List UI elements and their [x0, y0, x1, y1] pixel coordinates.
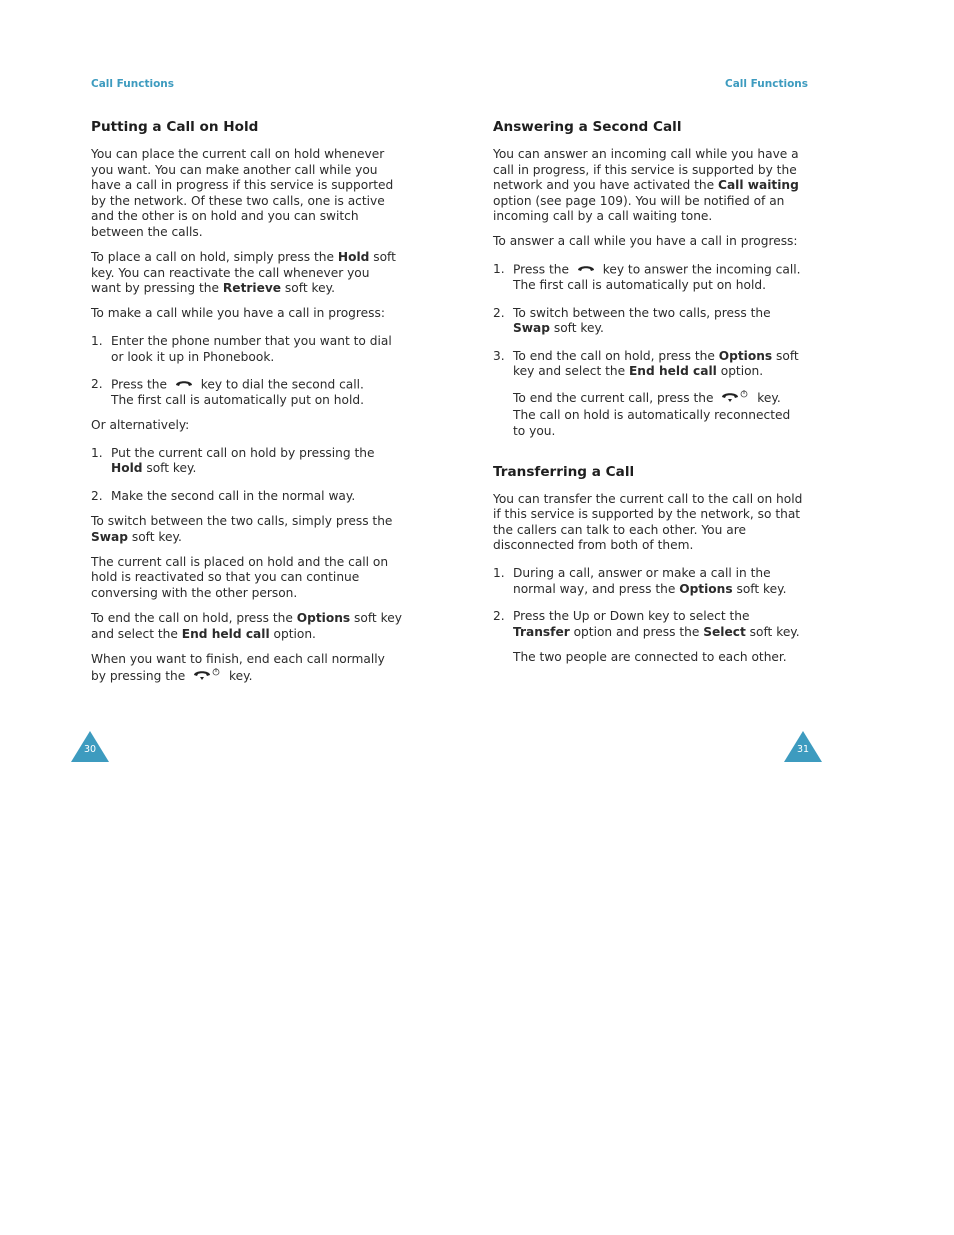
steps-list: [493, 262, 805, 380]
paragraph: When you want to finish, end each call normally by pressing the key.: [91, 652, 403, 686]
paragraph: You can answer an incoming call while you have a call in progress, if this service is supported by the network and you have activated the Call waiting option (see page 109). You will be notified of an incoming call by a call waiting tone.: [493, 147, 799, 224]
end-key-icon: [721, 389, 749, 408]
right-column: [493, 118, 805, 675]
list-item: 2. Press the Up or Down key to select the Transfer option and press the Select soft key.: [493, 609, 800, 639]
paragraph: To end the current call, press the key. The call on hold is automatically reconnected to you.: [513, 391, 791, 438]
paragraph: The current call is placed on hold and the call on hold is reactivated so that you can continue conversing with the other person.: [91, 554, 389, 600]
steps-list: [91, 334, 403, 409]
paragraph: The two people are connected to each other.: [513, 649, 787, 664]
send-key-icon: [577, 262, 595, 278]
list-item: 1. During a call, answer or make a call in the normal way, and press the Options soft key.: [493, 566, 787, 596]
paragraph: To answer a call while you have a call in progress:: [493, 234, 798, 249]
left-column: [91, 118, 403, 695]
paragraph: To switch between the two calls, simply press the Swap soft key.: [91, 513, 393, 544]
running-header-right: Call Functions: [725, 78, 809, 90]
paragraph: To place a call on hold, simply press the Hold soft key. You can reactivate the call whenever you want by pressing the Retrieve soft key.: [91, 250, 396, 296]
list-item: 1. Put the current call on hold by pressing the Hold soft key.: [91, 445, 375, 476]
paragraph: To make a call while you have a call in progress:: [91, 306, 385, 321]
running-header-left: Call Functions: [91, 78, 175, 90]
page-number-left: 30: [71, 731, 109, 762]
list-item: 1. Enter the phone number that you want to dial or look it up in Phonebook.: [91, 333, 392, 364]
section-title-answering: Answering a Second Call: [493, 119, 682, 135]
section-title-transferring: Transferring a Call: [493, 463, 635, 480]
paragraph: You can place the current call on hold whenever you want. You can make another call while you have a call in progress if this service is supported by the network. Of these two calls, one is active and the other is on hold and you can switch between the calls.: [91, 147, 394, 239]
list-item: 2. To switch between the two calls, press the Swap soft key.: [493, 305, 771, 336]
list-item: 1. Press the key to answer the incoming call. The first call is automatically put on hold.: [493, 262, 801, 292]
section-title-hold: Putting a Call on Hold: [91, 119, 259, 135]
paragraph: To end the call on hold, press the Options soft key and select the End held call option.: [91, 610, 402, 641]
list-item: 2. Press the key to dial the second call. The first call is automatically put on hold.: [91, 377, 364, 408]
list-item: 2. Make the second call in the normal way.: [91, 488, 356, 503]
steps-list: [91, 446, 403, 505]
paragraph: Or alternatively:: [91, 418, 190, 433]
steps-list: [493, 566, 805, 640]
send-key-icon: [175, 377, 193, 393]
paragraph: You can transfer the current call to the call on hold if this service is supported by the network, so that the callers can talk to each other. You are disconnected from both of them.: [493, 491, 803, 553]
list-item: 3. To end the call on hold, press the Options soft key and select the End held call option.: [493, 348, 799, 379]
page-number-right: 31: [784, 731, 822, 762]
end-key-icon: [193, 667, 221, 686]
